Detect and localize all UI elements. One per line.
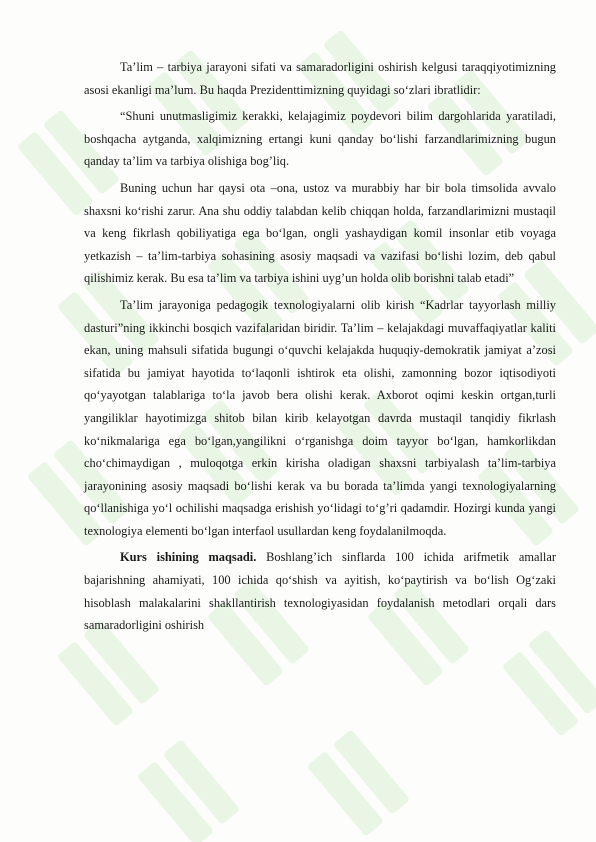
paragraph-intro: Ta’lim – tarbiya jarayoni sifati va samaradorligini oshirish kelgusi taraqqiyotimizning asosi ekanligi ma’lum. Bu haqda Prezidenttimizning quyidagi so‘zlari ibratlidir: bbox=[84, 60, 556, 97]
course-goal-heading: Kurs ishining maqsadi. bbox=[120, 550, 257, 565]
paragraph-course-goal bbox=[84, 546, 556, 636]
paragraph-pedagogical-technologies: Ta’lim jarayoniga pedagogik texnologiyalarni olib kirish “Kadrlar tayyorlash milliy dasturi”ning ikkinchi bosqich vazifalaridan biridir. Ta’lim – kelajakdagi muvaffaqiyatlar kaliti ekan, uning mahsuli sifatida bugungi o‘quvchi kelajakda huquqiy-demokratik jamiyat a’zosi sifatida bu jamiyat hayotida to‘laqonli ishtirok eta olishi, zamonning bozor iqtisodiyoti qo‘yayotgan talablariga to‘la javob bera olishi kerak. Axborot oqimi keskin ortgan,turli yangiliklar hayotimizga shitob bilan kirib kelayotgan davrda mustaqil tanqidiy fikrlash ko‘nikmalariga ega bo‘lgan,yangilikni o‘rganishga doim tayyor bo‘lgan, hamkorlikdan cho‘chimaydigan , muloqotga erkin kirisha oladigan shaxsni tarbiyalash ta’lim-tarbiya jarayonining asosiy maqsadi bo‘lishi kerak va bu borada ta’limda yangi texnologiyalarning qo‘llanishiga yo‘l ochilishi maqsadga erishish yo‘lidagi to‘g’ri qadamdir. Hozirgi kunda yangi texnologiya elementi bo‘lgan interfaol usullardan keng foydalanilmoqda. bbox=[84, 297, 556, 538]
document-body bbox=[84, 56, 556, 641]
paragraph-quote-continued: Buning uchun har qaysi ota –ona, ustoz va murabbiy har bir bola timsolida avvalo shaxsni ko‘rishi zarur. Ana shu oddiy talabdan kelib chiqqan holda, farzandlarimizni mustaqil va keng fikrlash qobiliyatiga ega bo‘lgan, ongli yashaydigan komil insonlar etib voyaga yetkazish – ta’lim-tarbiya sohasining asosiy maqsadi va vazifasi bo‘lishi lozim, deb qabul qilishimiz kerak. Bu esa ta’lim va tarbiya ishini uyg’un holda olib borishni talab etadi” bbox=[84, 180, 556, 286]
paragraph-quote-start: “Shuni unutmasligimiz kerakki, kelajagimiz poydevori bilim dargohlarida yaratiladi, boshqacha aytganda, xalqimizning ertangi kuni qanday bo‘lishi farzandlarimizning bugun qanday ta’lim va tarbiya olishiga bog’liq. bbox=[84, 109, 556, 169]
course-goal-text: Boshlang’ich sinflarda 100 ichida arifmetik amallar bajarishning ahamiyati, 100 ichida qo‘shish va ayitish, ko‘paytirish va bo‘lish Og‘zaki hisoblash malakalarini shakllantirish texnologiyasidan foydalanish metodlari orqali dars samaradorligini oshirish bbox=[84, 550, 557, 633]
